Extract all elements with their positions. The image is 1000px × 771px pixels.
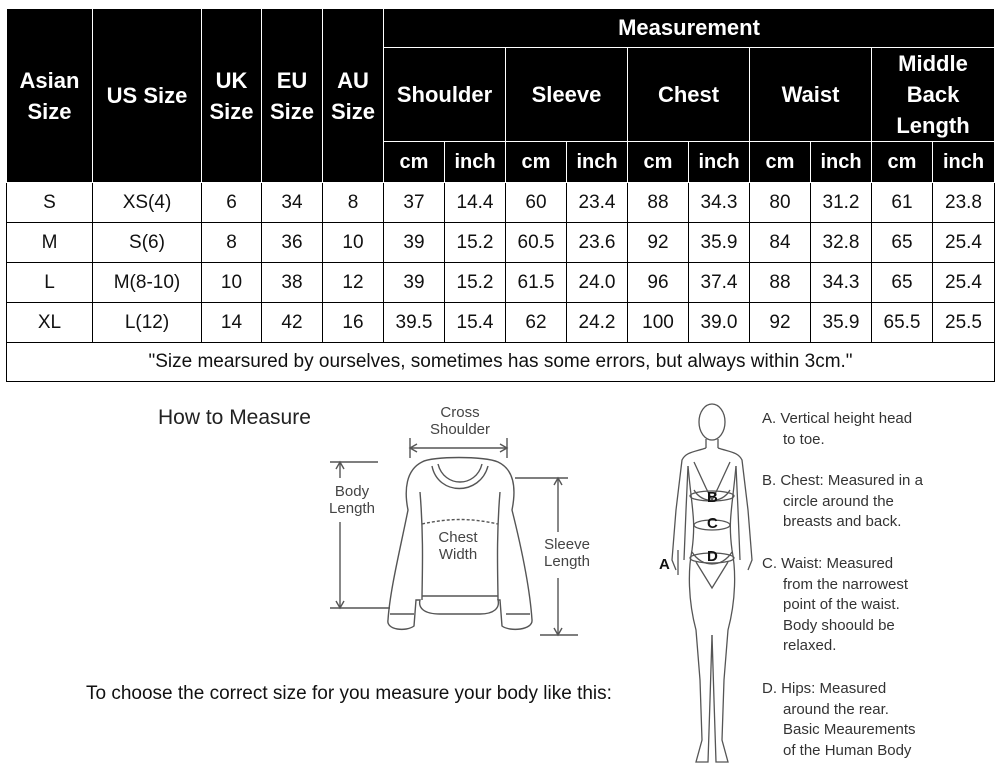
guide-item-d: D. Hips: Measured around the rear. Basic Meaurements of the Human Body	[762, 680, 916, 759]
table-row	[7, 303, 995, 343]
table-cell: 42	[262, 303, 323, 343]
table-cell: 96	[628, 263, 689, 303]
header-measurement: Measurement	[384, 9, 995, 48]
table-cell: 24.0	[567, 263, 628, 303]
table-cell: 61.5	[506, 263, 567, 303]
measure-instruction: To choose the correct size for you measure your body like this:	[86, 683, 612, 704]
unit-header: inch	[933, 142, 995, 183]
how-to-measure-title: How to Measure	[158, 406, 311, 429]
marker-a: A	[659, 556, 670, 573]
table-note-row	[7, 343, 995, 382]
table-cell: 65	[872, 263, 933, 303]
guide-item-a: A. Vertical height head to toe.	[762, 410, 913, 448]
table-cell: 80	[750, 183, 811, 223]
table-cell: 39.0	[689, 303, 750, 343]
table-cell: 92	[628, 223, 689, 263]
table-cell: 92	[750, 303, 811, 343]
header-shoulder: Shoulder	[384, 48, 506, 142]
table-cell: S	[7, 183, 93, 223]
table-cell: 12	[323, 263, 384, 303]
table-cell: 35.9	[811, 303, 872, 343]
table-cell: 37	[384, 183, 445, 223]
table-cell: 8	[202, 223, 262, 263]
table-cell: 35.9	[689, 223, 750, 263]
unit-header: inch	[445, 142, 506, 183]
table-cell: 23.4	[567, 183, 628, 223]
table-cell: XL	[7, 303, 93, 343]
table-cell: 10	[202, 263, 262, 303]
table-cell: L	[7, 263, 93, 303]
table-cell: 23.8	[933, 183, 995, 223]
unit-header: cm	[384, 142, 445, 183]
table-row	[7, 263, 995, 303]
header-us-size: US Size	[93, 9, 202, 183]
table-cell: 14.4	[445, 183, 506, 223]
table-cell: 60	[506, 183, 567, 223]
table-cell: 15.4	[445, 303, 506, 343]
table-cell: 100	[628, 303, 689, 343]
unit-header: inch	[689, 142, 750, 183]
header-eu-size: EU Size	[262, 9, 323, 183]
header-uk-size: UK Size	[202, 9, 262, 183]
table-row	[7, 183, 995, 223]
table-cell: 37.4	[689, 263, 750, 303]
table-cell: 25.5	[933, 303, 995, 343]
table-cell: 39	[384, 263, 445, 303]
table-cell: 16	[323, 303, 384, 343]
sleeve-length-label: Sleeve Length	[544, 536, 590, 570]
table-cell: 65.5	[872, 303, 933, 343]
unit-header: cm	[750, 142, 811, 183]
table-cell: 36	[262, 223, 323, 263]
header-au-size: AU Size	[323, 9, 384, 183]
chest-width-label: Chest Width	[438, 529, 478, 563]
table-cell: XS(4)	[93, 183, 202, 223]
size-note: "Size mearsured by ourselves, sometimes has some errors, but always within 3cm."	[7, 343, 995, 382]
table-cell: 23.6	[567, 223, 628, 263]
table-cell: 15.2	[445, 223, 506, 263]
table-cell: 61	[872, 183, 933, 223]
marker-b: B	[707, 489, 718, 506]
table-cell: 88	[750, 263, 811, 303]
table-cell: 62	[506, 303, 567, 343]
table-cell: 39.5	[384, 303, 445, 343]
table-cell: 34	[262, 183, 323, 223]
table-cell: 25.4	[933, 223, 995, 263]
guide-item-b: B. Chest: Measured in a circle around the breasts and back.	[762, 472, 923, 530]
table-cell: 65	[872, 223, 933, 263]
header-asian-size: Asian Size	[7, 9, 93, 183]
table-cell: 39	[384, 223, 445, 263]
header-chest: Chest	[628, 48, 750, 142]
marker-c: C	[707, 515, 718, 532]
marker-d: D	[707, 548, 718, 565]
size-chart-table	[6, 8, 995, 382]
table-cell: 14	[202, 303, 262, 343]
table-cell: 15.2	[445, 263, 506, 303]
unit-header: cm	[506, 142, 567, 183]
table-cell: 10	[323, 223, 384, 263]
table-cell: S(6)	[93, 223, 202, 263]
table-cell: 34.3	[689, 183, 750, 223]
table-cell: 24.2	[567, 303, 628, 343]
table-cell: 38	[262, 263, 323, 303]
table-row	[7, 223, 995, 263]
table-cell: 32.8	[811, 223, 872, 263]
unit-header: inch	[567, 142, 628, 183]
header-sleeve: Sleeve	[506, 48, 628, 142]
table-cell: 6	[202, 183, 262, 223]
cross-shoulder-label: Cross Shoulder	[429, 404, 491, 438]
header-middle-back-length: Middle Back Length	[872, 48, 995, 142]
table-cell: M	[7, 223, 93, 263]
table-cell: 88	[628, 183, 689, 223]
table-cell: 60.5	[506, 223, 567, 263]
table-cell: 34.3	[811, 263, 872, 303]
table-cell: L(12)	[93, 303, 202, 343]
guide-item-c: C. Waist: Measured from the narrowest point of the waist. Body shoould be relaxed.	[762, 555, 909, 654]
table-cell: 84	[750, 223, 811, 263]
table-cell: 31.2	[811, 183, 872, 223]
table-cell: 8	[323, 183, 384, 223]
unit-header: inch	[811, 142, 872, 183]
table-cell: 25.4	[933, 263, 995, 303]
body-figure-illustration	[662, 400, 772, 770]
unit-header: cm	[872, 142, 933, 183]
table-cell: M(8-10)	[93, 263, 202, 303]
unit-header: cm	[628, 142, 689, 183]
header-waist: Waist	[750, 48, 872, 142]
body-length-label: Body Length	[329, 483, 375, 517]
